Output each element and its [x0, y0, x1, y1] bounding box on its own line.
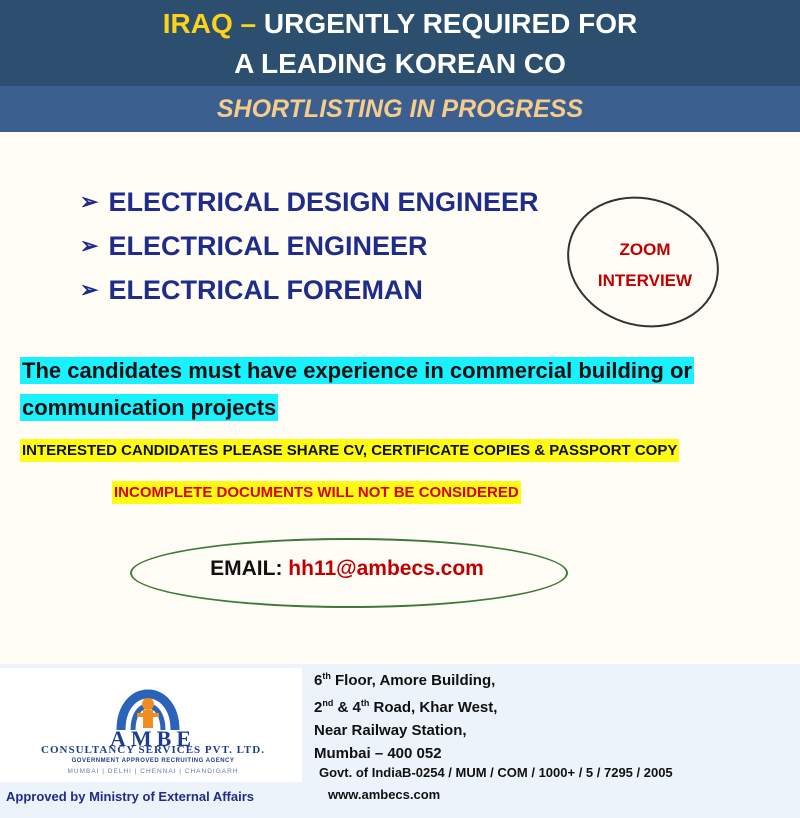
- road-suffix-1: nd: [322, 698, 334, 708]
- logo-tagline: GOVERNMENT APPROVED RECRUITING AGENCY: [71, 758, 235, 764]
- zoom-line1: ZOOM: [619, 240, 671, 259]
- arrow-bullet-icon: ➢: [80, 233, 99, 258]
- header-title-line1: [0, 8, 800, 40]
- requirement-text: The candidates must have experience in commercial building or communication projects: [22, 358, 692, 420]
- position-item: [80, 268, 539, 312]
- zoom-interview-label: [590, 234, 700, 296]
- address-line4: Mumbai – 400 052: [314, 745, 442, 762]
- header-country: IRAQ –: [162, 8, 257, 39]
- road-rest: Road, Khar West,: [369, 699, 498, 716]
- header-banner: [0, 0, 800, 86]
- experience-requirement: [20, 352, 780, 426]
- road-number-2: & 4: [333, 699, 361, 716]
- website-link[interactable]: www.ambecs.com: [328, 787, 441, 802]
- position-item: [80, 224, 539, 268]
- floor-rest: Floor, Amore Building,: [330, 672, 496, 689]
- header-title-line2: A LEADING KOREAN CO: [234, 48, 566, 79]
- address-line2: [314, 692, 497, 719]
- zoom-line2: INTERVIEW: [597, 271, 693, 290]
- shortlisting-status: SHORTLISTING IN PROGRESS: [0, 86, 800, 132]
- email-address-link[interactable]: hh11@ambecs.com: [288, 557, 484, 580]
- positions-list: [80, 180, 539, 312]
- logo-subtitle: CONSULTANCY SERVICES PVT. LTD.: [41, 744, 265, 756]
- arrow-bullet-icon: ➢: [80, 277, 99, 302]
- approval-text: Approved by Ministry of External Affairs: [6, 789, 255, 804]
- address-line3: Near Railway Station,: [314, 722, 467, 739]
- floor-number: 6: [314, 672, 323, 689]
- logo-cities: MUMBAI | DELHI | CHENNAI | CHANDIGARH: [67, 768, 239, 775]
- address-line1: [314, 665, 497, 692]
- floor-suffix: th: [322, 671, 331, 681]
- incomplete-documents-note: INCOMPLETE DOCUMENTS WILL NOT BE CONSIDERED: [112, 481, 521, 504]
- office-address: [314, 665, 497, 765]
- position-label: ELECTRICAL DESIGN ENGINEER: [108, 186, 539, 217]
- position-label: ELECTRICAL ENGINEER: [108, 230, 428, 261]
- position-label: ELECTRICAL FOREMAN: [108, 274, 423, 305]
- license-number: Govt. of IndiaB-0254 / MUM / COM / 1000+ / 5 / 7295 / 2005: [319, 765, 673, 780]
- road-number-1: 2: [314, 699, 323, 716]
- logo-name: AMBE: [110, 726, 196, 751]
- email-line: [130, 557, 564, 581]
- arrow-bullet-icon: ➢: [80, 189, 99, 214]
- header-title-rest: URGENTLY REQUIRED FOR: [256, 8, 638, 39]
- email-label: EMAIL:: [210, 557, 283, 580]
- interested-candidates-note: INTERESTED CANDIDATES PLEASE SHARE CV, CERTIFICATE COPIES & PASSPORT COPY: [20, 439, 679, 462]
- road-suffix-2: th: [360, 698, 370, 708]
- position-item: [80, 180, 539, 224]
